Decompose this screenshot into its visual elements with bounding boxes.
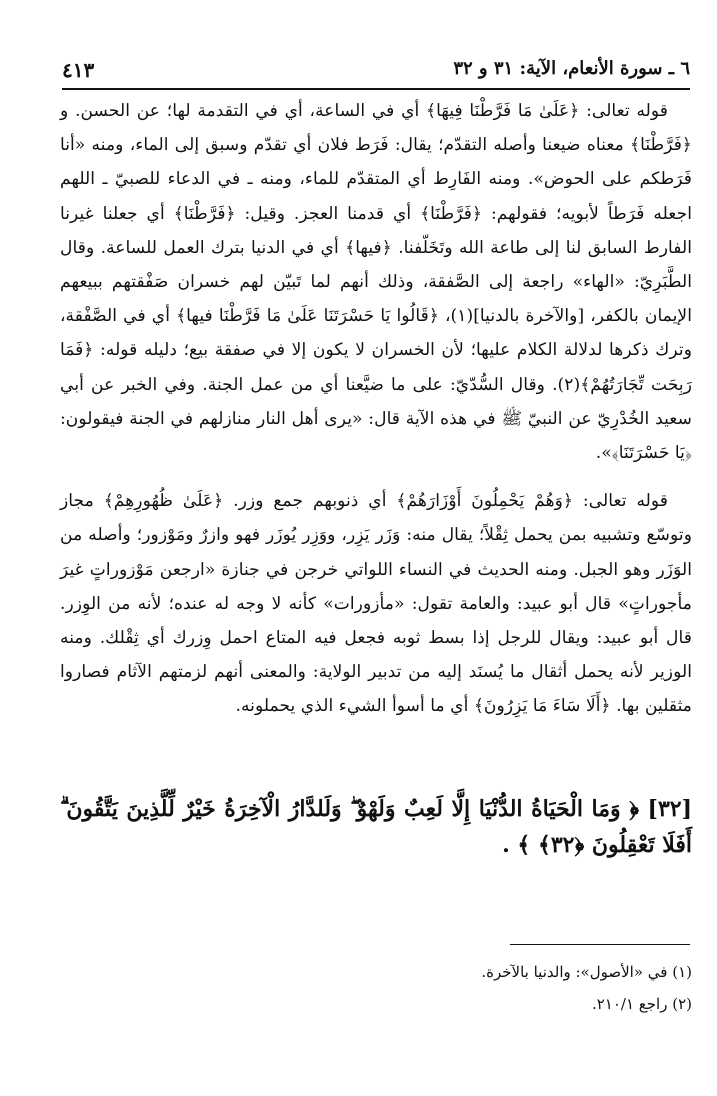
- footnote-divider: [510, 944, 690, 945]
- quran-verse: [٣٢] ﴿ وَمَا الْحَيَاةُ الدُّنْيَا إِلَّا لَعِبٌ وَلَهْوٌ ۖ وَلَلدَّارُ الْآخِرَةُ خَيْرٌ لِّلَّذِينَ يَتَّقُونَ ۗ أَفَلَا تَعْقِلُونَ ﴿٣٢﴾ ﴾ .: [60, 796, 693, 858]
- commentary-body: [60, 94, 692, 724]
- page-header: [62, 58, 690, 88]
- page-number: ٤١٣: [62, 58, 95, 82]
- running-title: ٦ ـ سورة الأنعام، الآية: ٣١ و ٣٢: [453, 58, 690, 79]
- header-divider: [62, 88, 690, 90]
- footnote: (٢) راجع ٢١٠/١.: [591, 995, 692, 1013]
- commentary-paragraph: قوله تعالى: ﴿وَهُمْ يَحْمِلُونَ أَوْزَارَهُمْ﴾ أي ذنوبهم جمع وزر. ﴿عَلَىٰ ظُهُورِهِمْ﴾ مجاز وتوسّع وتشبيه بمن يحمل ثِقْلاً؛ يقال منه: وَزَر يَزِر، ووَزِر يُوزَر فهو وازرٌ ومَوْزور؛ وأصله من الوَزَر وهو الجبل. ومنه الحديث في النساء اللواتي خرجن في جنازة «ارجعن مَوْزوراتٍ غيرَ مأجوراتٍ» قال أبو عبيد: والعامة تقول: «مأزورات» كأنه لا وجه له عنده؛ لأنه من الوِزر. قال أبو عبيد: ويقال للرجل إذا بسط ثوبه فجعل فيه المتاع احمل وِزرك أي ثِقْلك. ومنه الوزير لأنه يحمل أثقال ما يُسنَد إليه من تدبير الولاية: والمعنى أنهم لزمتهم الآثام فصاروا مثقلين بها. ﴿أَلَا سَاءَ مَا يَزِرُونَ﴾ أي ما أسوأ الشيء الذي يحملونه.: [60, 491, 692, 717]
- footnote: (١) في «الأصول»: والدنيا بالآخرة.: [481, 963, 692, 981]
- commentary-paragraph: قوله تعالى: ﴿عَلَىٰ مَا فَرَّطْنَا فِيهَا﴾ أي في الساعة، أي في التقدمة لها؛ عن الحسن. و ﴿فَرَّطْنَا﴾ معناه ضيعنا وأصله التقدّم؛ يقال: فَرَط فلان أي تقدّم وسبق إلى الماء، ومنه «أنا فَرَطكم على الحوض». ومنه الفَارِط أي المتقدّم للماء، ومنه ـ في الدعاء للصبيّ ـ اللهم اجعله فَرَطاً لأبويه؛ فقولهم: ﴿فَرَّطْنَا﴾ أي قدمنا العجز. وقيل: ﴿فَرَّطْنَا﴾ أي جعلنا غيرنا الفارط السابق لنا إلى طاعة الله وتَخَلّفنا. ﴿فيها﴾ أي في الدنيا بترك العمل للساعة. وقال الطَّبَرِيّ: «الهاء» راجعة إلى الصَّفقة، وذلك أنهم لما تَبيّن لهم خسران صَفْقتهم ببيعهم الإيمان بالكفر، [والآخرة بالدنيا](١)، ﴿قَالُوا يَا حَسْرَتَنَا عَلَىٰ مَا فَرَّطْنَا فيها﴾ أي في الصَّفْقة، وترك ذكرها لدلالة الكلام عليها؛ لأن الخسران لا يكون إلا في صفقة بيع؛ دليله قوله: ﴿فَمَا رَبِحَت تِّجَارَتُهُمْ﴾(٢). وقال السُّدّيّ: على ما ضيَّعنا أي من عمل الجنة. وفي الخبر عن أبي سعيد الخُدْرِيّ عن النبيّ ﷺ في هذه الآية قال: «يرى أهل النار منازلهم في الجنة فيقولون: ﴿يَا حَسْرَتَنَا﴾».: [60, 101, 693, 464]
- footnotes: [60, 956, 692, 1020]
